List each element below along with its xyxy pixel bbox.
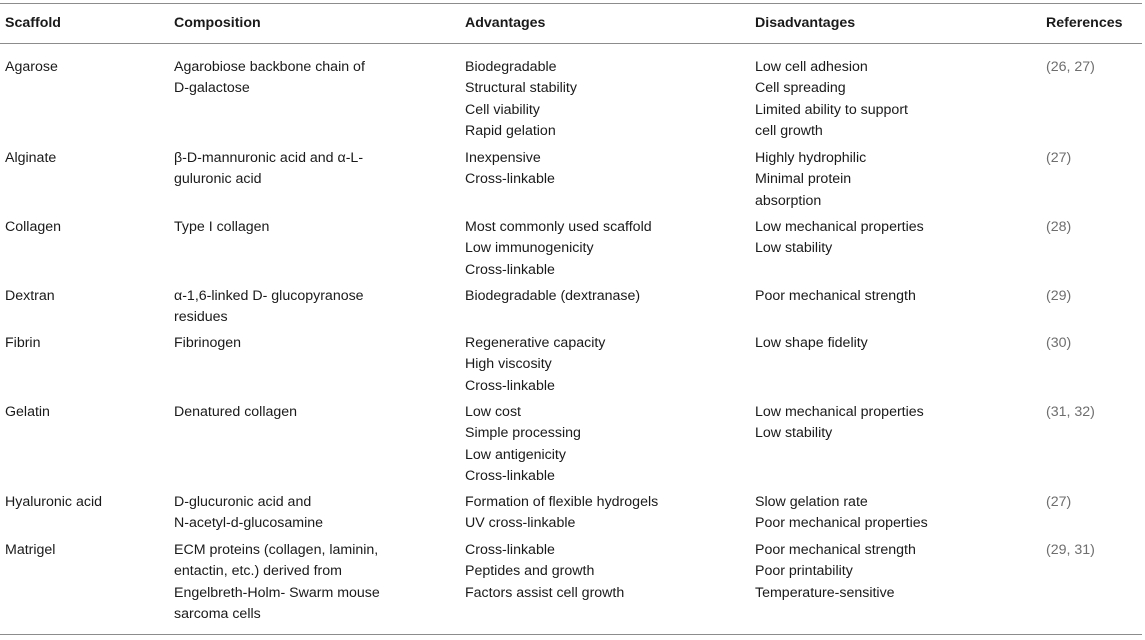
references-cell[interactable]: (29) — [1046, 288, 1072, 304]
disadvantages-cell — [755, 333, 868, 354]
references-cell[interactable]: (27) — [1046, 494, 1072, 510]
scaffold-cell-line: Matrigel — [5, 542, 56, 558]
advantages-cell-line: Cross-linkable — [465, 171, 555, 188]
composition-cell — [174, 333, 241, 354]
scaffold-cell-line: Hyaluronic acid — [5, 494, 102, 510]
advantages-cell-line: Formation of flexible hydrogels — [465, 494, 659, 510]
composition-cell-line: Type I collagen — [174, 219, 270, 235]
scaffold-cell — [5, 148, 56, 169]
disadvantages-cell-line: Minimal protein — [755, 171, 852, 188]
disadvantages-cell-line: Low stability — [755, 425, 833, 442]
disadvantages-cell — [755, 57, 908, 142]
disadvantages-cell-line: Low mechanical properties — [755, 404, 924, 420]
references-cell[interactable]: (27) — [1046, 150, 1072, 166]
composition-cell-line: Agarobiose backbone chain of — [174, 59, 365, 75]
scaffold-cell — [5, 402, 50, 423]
composition-cell — [174, 57, 365, 100]
advantages-cell-line: Cross-linkable — [465, 467, 555, 484]
advantages-cell-line: Cross-linkable — [465, 377, 555, 394]
advantages-cell-line: Cross-linkable — [465, 542, 555, 558]
advantages-cell-line: Biodegradable (dextranase) — [465, 288, 641, 304]
header-rule — [0, 43, 1142, 44]
scaffold-cell — [5, 217, 61, 238]
scaffold-cell-line: Agarose — [5, 59, 58, 75]
advantages-cell-line: Regenerative capacity — [465, 335, 606, 351]
advantages-cell-line: Low immunogenicity — [465, 240, 594, 257]
scaffold-cell-line: Fibrin — [5, 335, 41, 351]
advantages-cell — [465, 57, 577, 142]
advantages-cell-line: Low cost — [465, 404, 521, 420]
advantages-cell — [465, 333, 605, 397]
disadvantages-cell-line: Low shape fidelity — [755, 335, 868, 351]
advantages-cell-line: Factors assist cell growth — [465, 584, 625, 601]
header-references: References — [1046, 15, 1123, 31]
disadvantages-cell-line: Poor mechanical strength — [755, 288, 916, 304]
references-cell[interactable]: (28) — [1046, 219, 1072, 235]
disadvantages-cell — [755, 492, 928, 535]
references-cell[interactable]: (26, 27) — [1046, 59, 1095, 75]
advantages-cell — [465, 492, 658, 535]
scaffold-cell — [5, 57, 58, 78]
disadvantages-cell-line: Highly hydrophilic — [755, 150, 867, 166]
disadvantages-cell-line: Low cell adhesion — [755, 59, 868, 75]
advantages-cell-line: Cell viability — [465, 101, 540, 118]
disadvantages-cell-line: Low mechanical properties — [755, 219, 924, 235]
disadvantages-cell-line: Limited ability to support — [755, 101, 908, 118]
references-cell[interactable]: (31, 32) — [1046, 404, 1095, 420]
disadvantages-cell — [755, 402, 924, 445]
disadvantages-cell-line: Poor mechanical strength — [755, 542, 916, 558]
composition-cell — [174, 540, 380, 625]
advantages-cell — [465, 148, 555, 191]
advantages-cell-line: Structural stability — [465, 80, 577, 97]
advantages-cell-line: Peptides and growth — [465, 563, 595, 580]
scaffold-cell-line: Dextran — [5, 288, 55, 304]
references-cell[interactable]: (29, 31) — [1046, 542, 1095, 558]
advantages-cell — [465, 540, 624, 604]
table-top-rule — [0, 3, 1142, 4]
header-scaffold: Scaffold — [5, 15, 61, 31]
composition-cell-line: ECM proteins (collagen, laminin, — [174, 542, 379, 558]
scaffold-cell — [5, 286, 55, 307]
disadvantages-cell — [755, 148, 866, 212]
composition-cell — [174, 492, 323, 535]
disadvantages-cell-line: Temperature-sensitive — [755, 584, 895, 601]
advantages-cell — [465, 286, 640, 307]
disadvantages-cell-line: Cell spreading — [755, 80, 846, 97]
disadvantages-cell-line: Slow gelation rate — [755, 494, 868, 510]
composition-cell-line: N-acetyl-d-glucosamine — [174, 515, 324, 532]
advantages-cell-line: Simple processing — [465, 425, 581, 442]
disadvantages-cell — [755, 286, 916, 307]
header-disadvantages: Disadvantages — [755, 15, 856, 31]
composition-cell-line: entactin, etc.) derived from — [174, 563, 342, 580]
disadvantages-cell-line: Low stability — [755, 240, 833, 257]
references-cell[interactable]: (30) — [1046, 335, 1072, 351]
advantages-cell-line: UV cross-linkable — [465, 515, 576, 532]
advantages-cell-line: Rapid gelation — [465, 122, 556, 139]
advantages-cell-line: Most commonly used scaffold — [465, 219, 652, 235]
table-bottom-rule — [0, 634, 1142, 635]
composition-cell — [174, 402, 297, 423]
advantages-cell-line: Cross-linkable — [465, 261, 555, 278]
composition-cell-line: α-1,6-linked D- glucopyranose — [174, 288, 364, 304]
scaffold-cell — [5, 333, 40, 354]
advantages-cell-line: Biodegradable — [465, 59, 557, 75]
header-advantages: Advantages — [465, 15, 546, 31]
composition-cell-line: sarcoma cells — [174, 605, 261, 622]
disadvantages-cell — [755, 217, 924, 260]
composition-cell — [174, 286, 364, 329]
disadvantages-cell — [755, 540, 916, 604]
advantages-cell — [465, 217, 652, 281]
header-composition: Composition — [174, 15, 261, 31]
advantages-cell-line: High viscosity — [465, 356, 552, 373]
scaffold-cell-line: Collagen — [5, 219, 62, 235]
scaffold-cell — [5, 540, 55, 561]
scaffold-cell-line: Alginate — [5, 150, 57, 166]
scaffold-cell — [5, 492, 102, 513]
advantages-cell-line: Inexpensive — [465, 150, 541, 166]
composition-cell — [174, 217, 269, 238]
composition-cell — [174, 148, 363, 191]
composition-cell-line: Fibrinogen — [174, 335, 242, 351]
scaffold-cell-line: Gelatin — [5, 404, 50, 420]
composition-cell-line: Denatured collagen — [174, 404, 298, 420]
composition-cell-line: residues — [174, 309, 228, 326]
advantages-cell — [465, 402, 581, 487]
composition-cell-line: β-D-mannuronic acid and α-L- — [174, 150, 364, 166]
composition-cell-line: D-galactose — [174, 80, 250, 97]
advantages-cell-line: Low antigenicity — [465, 446, 566, 463]
composition-cell-line: D-glucuronic acid and — [174, 494, 312, 510]
disadvantages-cell-line: Poor mechanical properties — [755, 515, 928, 532]
disadvantages-cell-line: absorption — [755, 192, 822, 209]
disadvantages-cell-line: Poor printability — [755, 563, 853, 580]
composition-cell-line: Engelbreth-Holm- Swarm mouse — [174, 584, 380, 601]
disadvantages-cell-line: cell growth — [755, 122, 823, 139]
composition-cell-line: guluronic acid — [174, 171, 262, 188]
